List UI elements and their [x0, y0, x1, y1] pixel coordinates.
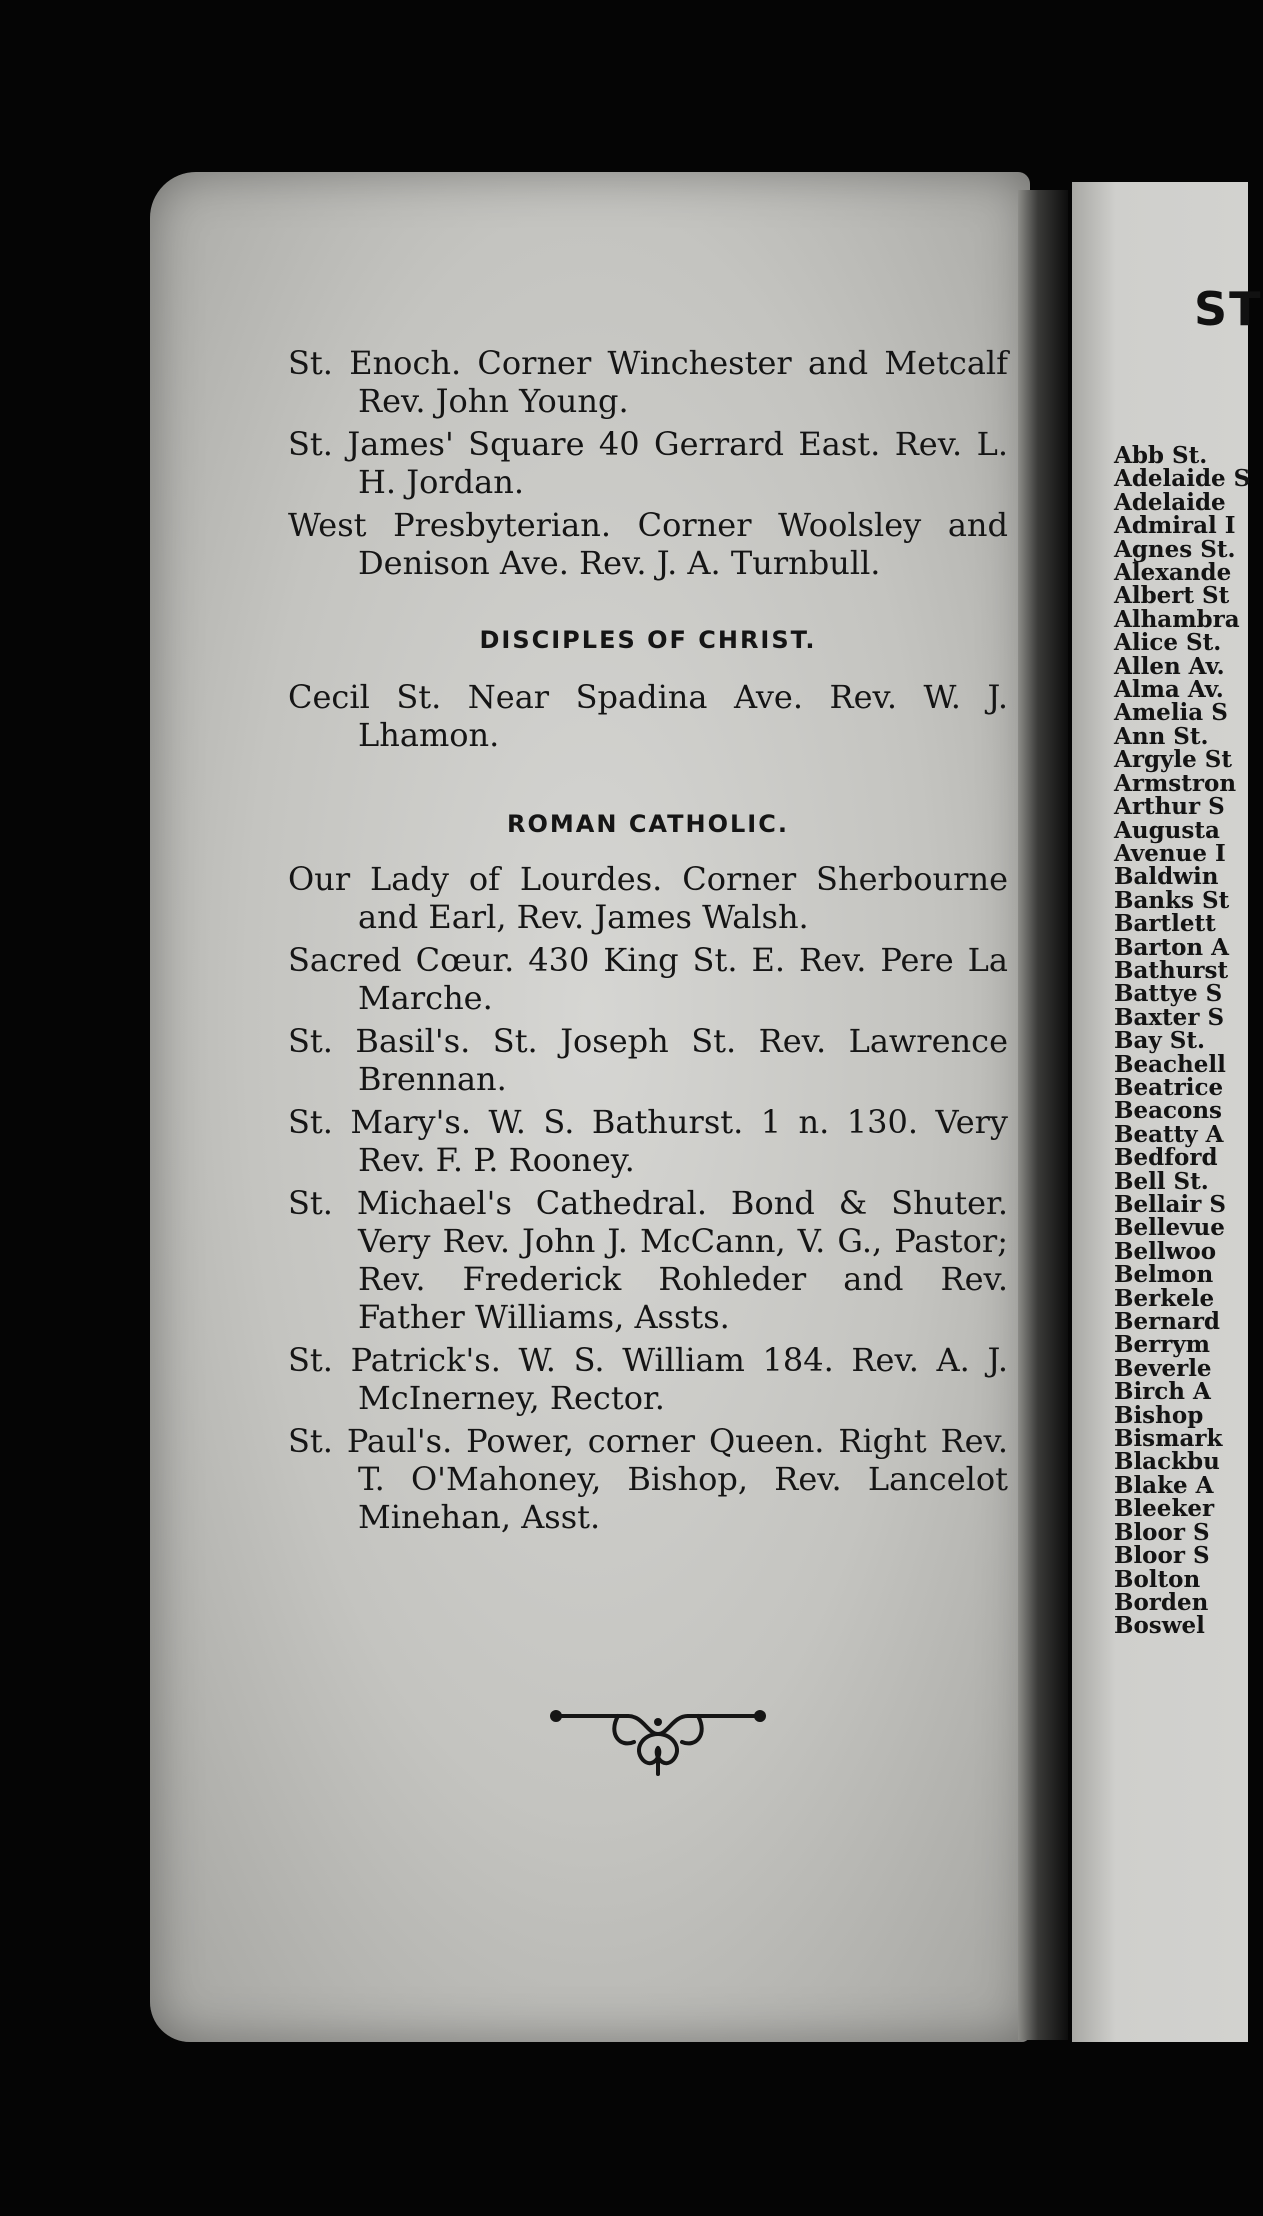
street-index-item: Alice St.	[1114, 629, 1222, 657]
street-index-item: Berkele	[1114, 1284, 1215, 1312]
street-index-item: Bathurst	[1114, 956, 1229, 984]
street-index-item: Arthur S	[1114, 793, 1225, 821]
section-heading-disciples: DISCIPLES OF CHRIST.	[479, 626, 817, 654]
church-entry: St. Basil's. St. Joseph St. Rev. Lawrence Brennan.	[288, 1022, 1008, 1098]
street-index-item: Adelaide S	[1114, 465, 1251, 493]
street-index-item: Beachell	[1114, 1050, 1226, 1078]
street-index-item: Beacons	[1114, 1097, 1222, 1125]
right-page	[1072, 182, 1263, 2042]
street-index-item: Blake A	[1114, 1471, 1214, 1499]
street-index-list	[1114, 444, 1250, 1638]
church-entry: St. Patrick's. W. S. William 184. Rev. A. J. McInerney, Rector.	[288, 1341, 1008, 1417]
street-index-item: Ann St.	[1114, 722, 1209, 750]
street-index-item: Admiral I	[1114, 512, 1236, 540]
street-index-item: Boswel	[1114, 1612, 1205, 1640]
church-entry: St. Mary's. W. S. Bathurst. 1 n. 130. Very Rev. F. P. Rooney.	[288, 1103, 1008, 1179]
street-index-item: Bedford	[1114, 1144, 1218, 1172]
street-index-item: Banks St	[1114, 886, 1230, 914]
street-index-item: Barton A	[1114, 933, 1229, 961]
street-index-item: Bloor S	[1114, 1542, 1210, 1570]
street-index-item: Bellwoo	[1114, 1237, 1217, 1265]
street-index-item: Albert St	[1114, 582, 1230, 610]
street-index-item: Bismark	[1114, 1425, 1223, 1453]
street-index-item: Bay St.	[1114, 1027, 1205, 1055]
book-gutter	[1018, 190, 1068, 2040]
street-index-item: Armstron	[1114, 769, 1237, 797]
street-index-item: Bellevue	[1114, 1214, 1225, 1242]
church-entry: St. Paul's. Power, corner Queen. Right Rev. T. O'Mahoney, Bishop, Rev. Lancelot Minehan, Asst.	[288, 1422, 1008, 1536]
street-index-item: Bleeker	[1114, 1495, 1215, 1523]
street-index-item: Bernard	[1114, 1308, 1221, 1336]
church-entry: Our Lady of Lourdes. Corner Sherbourne and Earl, Rev. James Walsh.	[288, 860, 1008, 936]
street-index-item: Beverle	[1114, 1354, 1212, 1382]
church-entry: St. James' Square 40 Gerrard East. Rev. L. H. Jordan.	[288, 425, 1008, 501]
street-index-item: Baxter S	[1114, 1003, 1225, 1031]
street-index-item: Beatrice	[1114, 1073, 1224, 1101]
street-index-item: Bloor S	[1114, 1518, 1210, 1546]
church-entry: Sacred Cœur. 430 King St. E. Rev. Pere La Marche.	[288, 941, 1008, 1017]
street-index-item: Borden	[1114, 1588, 1209, 1616]
church-entry: Cecil St. Near Spadina Ave. Rev. W. J. Lhamon.	[288, 678, 1008, 754]
street-index-item: Blackbu	[1114, 1448, 1220, 1476]
street-index-item: Alma Av.	[1114, 676, 1224, 704]
street-index-item: Bolton	[1114, 1565, 1201, 1593]
street-index-item: Belmon	[1114, 1261, 1214, 1289]
church-entry: West Presbyterian. Corner Woolsley and Denison Ave. Rev. J. A. Turnbull.	[288, 506, 1008, 582]
street-index-item: Bell St.	[1114, 1167, 1209, 1195]
church-listing	[288, 344, 1008, 1541]
street-index-item: Adelaide	[1114, 488, 1226, 516]
ornament-flourish-icon	[548, 1694, 768, 1778]
street-index-item: Alhambra	[1114, 605, 1240, 633]
church-entry: St. Enoch. Corner Winchester and Metcalf Rev. John Young.	[288, 344, 1008, 420]
street-index-item: Argyle St	[1114, 746, 1233, 774]
street-index-item: Avenue I	[1114, 839, 1226, 867]
street-index-item: Berrym	[1114, 1331, 1211, 1359]
street-index-item: Bellair S	[1114, 1191, 1226, 1218]
church-entry: St. Michael's Cathedral. Bond & Shuter. Very Rev. John J. McCann, V. G., Pastor; Rev. Frederick Rohleder and Rev. Father Williams, Assts.	[288, 1184, 1008, 1336]
right-page-heading: ST	[1194, 282, 1263, 336]
street-index-item: Allen Av.	[1114, 652, 1225, 680]
street-index-item: Augusta	[1114, 816, 1220, 844]
street-index-item: Alexande	[1114, 559, 1232, 587]
section-heading-catholic: ROMAN CATHOLIC.	[507, 810, 789, 838]
street-index-item: Bartlett	[1114, 910, 1216, 938]
street-index-item: Bishop	[1114, 1401, 1204, 1429]
street-index-item: Battye S	[1114, 980, 1223, 1008]
street-index-item: Agnes St.	[1114, 535, 1236, 563]
street-index-item: Abb St.	[1114, 442, 1208, 469]
street-index-item: Baldwin	[1114, 863, 1219, 891]
street-index-item: Amelia S	[1114, 699, 1228, 727]
street-index-item: Beatty A	[1114, 1120, 1224, 1148]
street-index-item: Birch A	[1114, 1378, 1211, 1406]
